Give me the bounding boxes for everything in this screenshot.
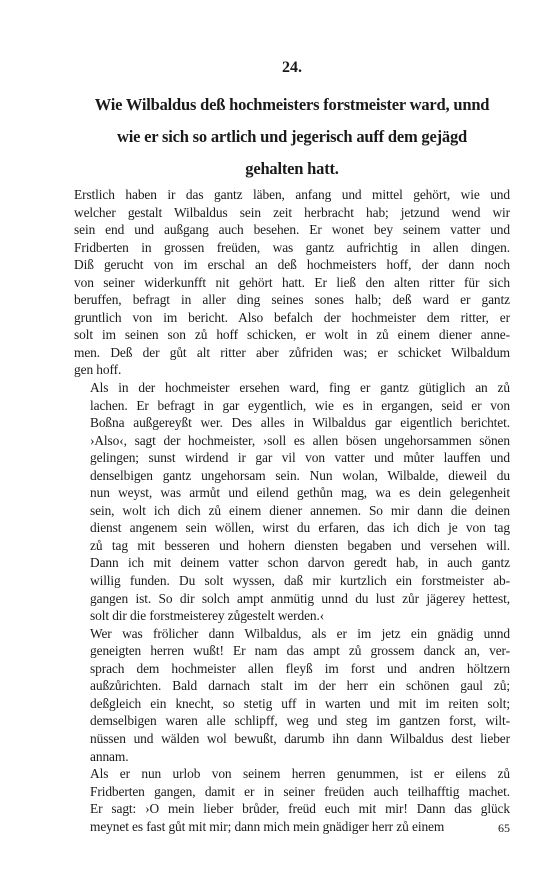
text-line: nun weyst, was armůt und eilend gethůn mag, wa es dein gelegenheit xyxy=(90,485,510,501)
book-page xyxy=(74,56,510,835)
chapter-title-line: wie er sich so artlich und jegerisch auff dem gejägd xyxy=(117,127,467,146)
text-line: Fridberten gangen, damit er in seiner freüden auch teilhafftig machet. xyxy=(90,783,510,799)
text-line: Dann ich mit deinem vatter schon darvon geredt hab, in auch gantz xyxy=(90,555,510,571)
text-line: gelingen; sunst wirdend ir gar vil von vatter und můter lauffen und xyxy=(90,450,510,466)
text-line: annam. xyxy=(90,748,129,764)
text-line: Fridberten in grossen freüden, was gantz aufrichtig in allen dingen. xyxy=(74,239,510,255)
text-line: zů tag mit besseren und hohern diensten begaben und versehen will. xyxy=(90,537,510,553)
paragraph xyxy=(74,186,510,379)
text-line: sein, wolt ich dich zů einem diener annemen. So mir dann die deinen xyxy=(90,502,510,518)
text-line: willig funden. Du solt wyssen, daß mir kurtzlich ein forstmeister ab- xyxy=(90,573,510,589)
text-line: denselbigen gantz ungehorsam sein. Nun wolan, Wilbalde, dieweil du xyxy=(90,467,510,483)
text-line: solt im seinen son zů hoff schicken, er wolt in zů einem diener anne- xyxy=(74,327,510,343)
text-line: Wer was frölicher dann Wilbaldus, als er im jetz ein gnädig unnd xyxy=(90,625,510,641)
text-line: demselbigen waren alle schlipff, weg und steg im gantzen forst, wilt- xyxy=(90,713,510,729)
text-line: lachen. Er befragt in gar eygentlich, wie es in ergangen, seid er von xyxy=(90,397,510,413)
text-line: solt dir die forstmeisterey zůgestelt werden.‹ xyxy=(90,608,325,624)
text-line: welcher gestalt Wilbaldus sein zeit herbracht hab; jetzund wend wir xyxy=(74,204,510,220)
text-line: von seiner widerkunfft nit gehört hatt. Er ließ den alten ritter für sich xyxy=(74,274,510,290)
chapter-title-line: gehalten hatt. xyxy=(245,159,339,178)
text-line: men. Deß der gůt alt ritter aber zůfriden was; er schicket Wilbaldum xyxy=(74,344,510,360)
text-line: ›Also‹, sagt der hochmeister, ›soll es allen bösen ungehorsammen sönen xyxy=(90,432,510,448)
text-line: außzůrichten. Bald darnach stalt im der herr ein schönen gaul zů; xyxy=(90,678,510,694)
paragraph xyxy=(74,625,510,765)
text-line: Diß gerucht von im erschal an deß hochmeisters hoff, der dann noch xyxy=(74,257,510,273)
text-line: Erstlich haben ir das gantz läben, anfang und mittel gehört, wie und xyxy=(74,187,510,202)
paragraph xyxy=(74,765,510,835)
text-line: meynet es fast gůt mit mir; dann mich mein gnädiger herr zů einem xyxy=(90,818,445,834)
text-line: nüssen und wälden wol bewußt, darumb ihn dann Wilbaldus dest lieber xyxy=(90,730,510,746)
text-line: gen hoff. xyxy=(74,362,122,378)
chapter-title xyxy=(74,90,510,184)
text-line: Er sagt: ›O mein lieber brůder, freüd euch mit mir! Dann das glück xyxy=(90,801,510,817)
paragraph xyxy=(74,379,510,625)
chapter-number: 24. xyxy=(282,59,302,76)
chapter-body xyxy=(74,186,510,835)
text-line: geneigten herren wußt! Er nam das ampt zů grossem danck an, ver- xyxy=(90,643,510,659)
text-line: Als in der hochmeister ersehen ward, fing er gantz gütiglich an zů xyxy=(90,380,510,396)
text-line: beruffen, befragt in aller ding seines sones halb; deß ward er gantz xyxy=(74,292,510,308)
text-line: Boßna außgereyßt wer. Des alles in Wilbaldus gar eigentlich berichtet. xyxy=(90,415,510,431)
text-line: gruntlich von im bericht. Also befalch der hochmeister dem ritter, er xyxy=(74,309,510,325)
text-line: sein end und außgang auch besehen. Er wonet bey seinem vatter und xyxy=(74,222,510,238)
text-line: gangen ist. So dir solch ampt anmütig unnd du lust zůr jägerey hettest, xyxy=(90,590,510,606)
chapter-title-line: Wie Wilbaldus deß hochmeisters forstmeister ward, unnd xyxy=(94,95,490,114)
text-line: dienst angenem sein wöllen, wirst du erfaren, das ich dich je von tag xyxy=(90,520,510,536)
text-line: Als er nun urlob von seinem herren genummen, ist er eilens zů xyxy=(90,766,510,782)
text-line: sprach dem hochmeister allen fleyß im forst und andren höltzern xyxy=(90,660,510,676)
page-number: 65 xyxy=(498,821,510,835)
text-line: deßgleich ein knecht, so stetig uff in warten und mit im reiten solt; xyxy=(90,695,510,711)
